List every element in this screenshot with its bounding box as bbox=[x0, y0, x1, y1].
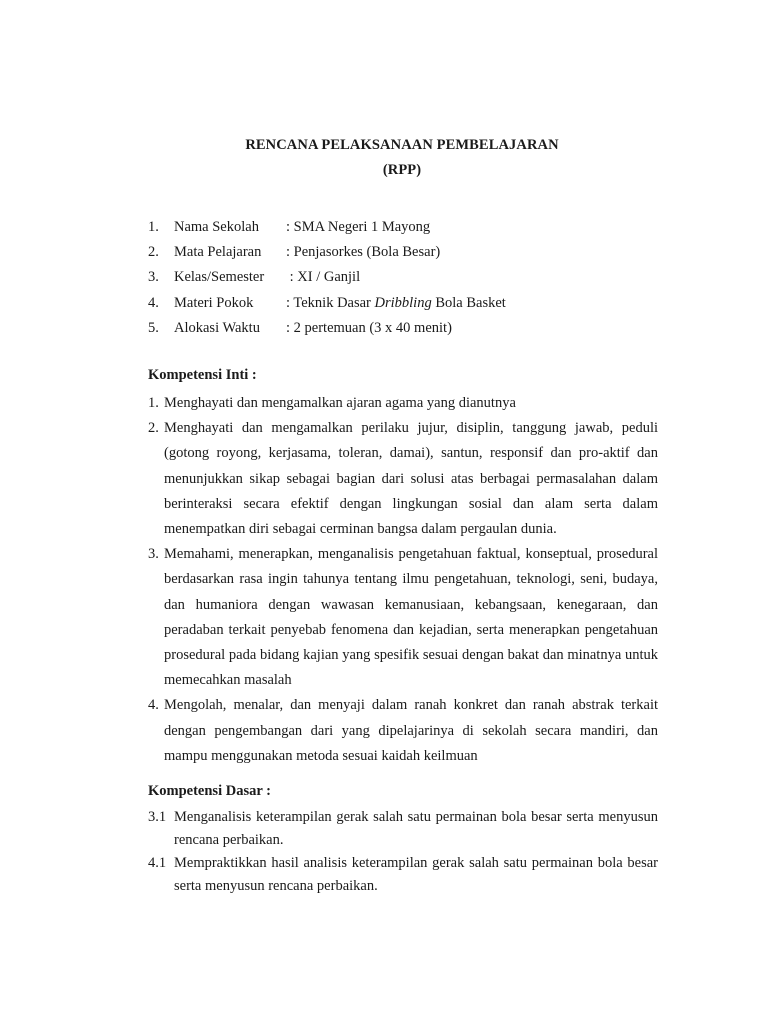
document-subtitle: (RPP) bbox=[382, 162, 422, 178]
identity-label: Nama Sekolah bbox=[174, 219, 259, 235]
list-item bbox=[148, 542, 658, 693]
kompetensi-inti-list bbox=[148, 391, 658, 769]
identity-value bbox=[286, 291, 506, 316]
identity-row bbox=[148, 265, 668, 290]
list-item bbox=[148, 416, 658, 542]
list-item-text: Menghayati dan mengamalkan ajaran agama yang dianutnya bbox=[164, 395, 516, 411]
list-item bbox=[148, 391, 658, 416]
document-title: RENCANA PELAKSANAAN PEMBELAJARAN bbox=[245, 137, 559, 153]
kompetensi-inti-heading: Kompetensi Inti : bbox=[148, 367, 257, 383]
identity-row bbox=[148, 215, 668, 240]
identity-value-prefix: : Teknik Dasar bbox=[286, 294, 375, 311]
identity-number: 3. bbox=[148, 269, 159, 286]
identity-row bbox=[148, 291, 668, 316]
identity-value: : Penjasorkes (Bola Besar) bbox=[286, 244, 441, 261]
identity-number: 1. bbox=[148, 219, 159, 235]
list-item-number: 3. bbox=[148, 546, 159, 563]
list-item-number: 1. bbox=[148, 395, 159, 411]
identity-value-emphasis: Dribbling bbox=[374, 294, 432, 311]
identity-value: : 2 pertemuan (3 x 40 menit) bbox=[286, 319, 452, 336]
list-item bbox=[148, 806, 658, 852]
identity-label: Kelas/Semester bbox=[174, 269, 265, 286]
identity-row bbox=[148, 240, 668, 265]
kompetensi-dasar-heading: Kompetensi Dasar : bbox=[148, 783, 271, 799]
list-item-text: Mengolah, menalar, dan menyaji dalam ranah konkret dan ranah abstrak terkait dengan pengembangan dari yang dipelajarinya di sekolah secara mandiri, dan mampu menggunakan metoda sesuai kaidah keilmuan bbox=[164, 697, 658, 764]
list-item-text: Menghayati dan mengamalkan perilaku jujur, disiplin, tanggung jawab, peduli (gotong royong, kerjasama, toleran, damai), santun, responsif dan pro-aktif dan menunjukkan sikap sebagai bagian dari solusi atas berbagai permasalahan dalam berinteraksi secara efektif dengan lingkungan sosial dan alam serta dalam menempatkan diri sebagai cerminan bangsa dalam pergaulan dunia. bbox=[164, 420, 658, 538]
identity-list bbox=[148, 215, 668, 341]
identity-label: Mata Pelajaran bbox=[174, 244, 262, 261]
identity-value: : SMA Negeri 1 Mayong bbox=[286, 219, 431, 235]
list-item-number: 3.1 bbox=[148, 809, 167, 825]
list-item-number: 2. bbox=[148, 420, 159, 437]
identity-row bbox=[148, 316, 668, 341]
list-item-text: Mempraktikkan hasil analisis keterampilan gerak salah satu permainan bola besar serta menyusun rencana perbaikan. bbox=[174, 855, 658, 894]
identity-value: : XI / Ganjil bbox=[286, 269, 361, 286]
list-item-text: Menganalisis keterampilan gerak salah satu permainan bola besar serta menyusun rencana perbaikan. bbox=[174, 809, 658, 848]
identity-number: 5. bbox=[148, 319, 159, 336]
list-item-number: 4. bbox=[148, 697, 159, 714]
identity-label: Materi Pokok bbox=[174, 294, 254, 311]
identity-number: 4. bbox=[148, 294, 159, 311]
identity-value-suffix: Bola Basket bbox=[431, 294, 506, 311]
list-item bbox=[148, 852, 658, 898]
list-item-number: 4.1 bbox=[148, 855, 167, 871]
identity-label: Alokasi Waktu bbox=[174, 319, 260, 336]
identity-number: 2. bbox=[148, 244, 159, 261]
list-item bbox=[148, 693, 658, 769]
kompetensi-dasar-list bbox=[148, 806, 658, 898]
list-item-text: Memahami, menerapkan, menganalisis pengetahuan faktual, konseptual, prosedural berdasarkan rasa ingin tahunya tentang ilmu pengetahuan, teknologi, seni, budaya, dan humaniora dengan wawasan kemanusiaan, kebangsaan, kenegaraan, dan peradaban terkait penyebab fenomena dan kejadian, serta menerapkan pengetahuan prosedural pada bidang kajian yang spesifik sesuai dengan bakat dan minatnya untuk memecahkan masalah bbox=[164, 546, 658, 689]
